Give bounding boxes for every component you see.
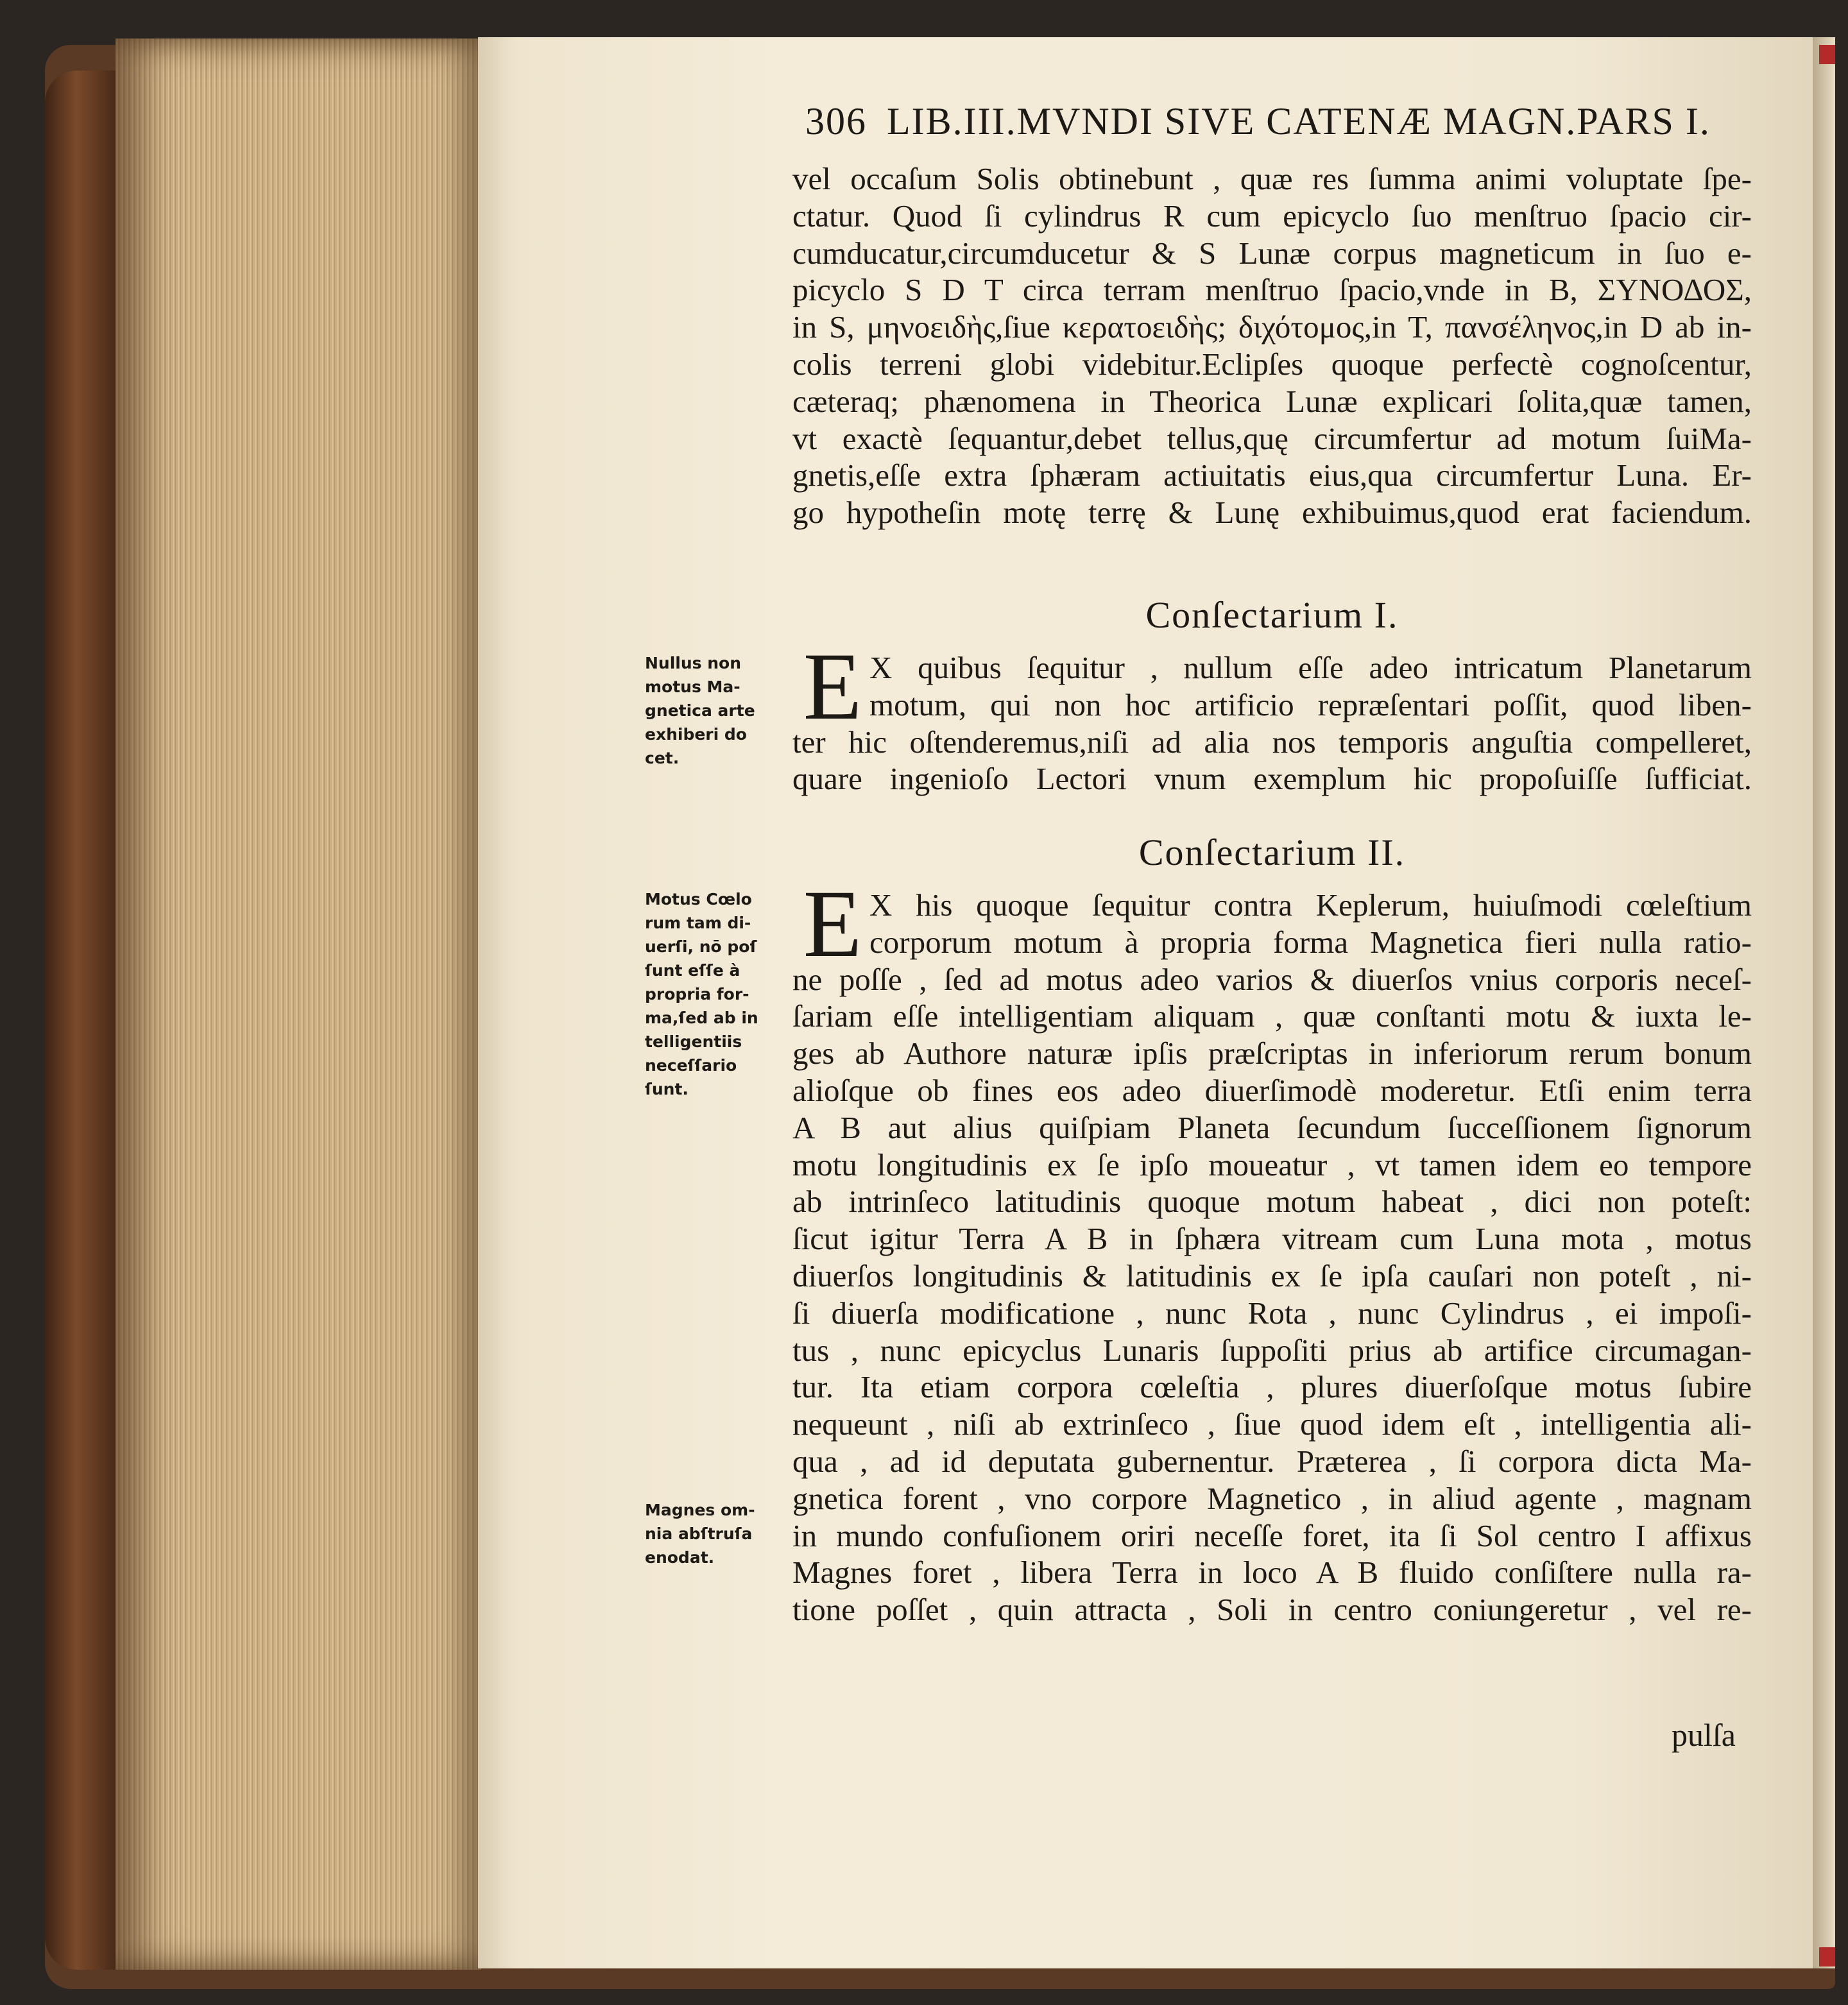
text-line: tione poſſet , quin attracta , Soli in centro coniungeretur , vel re- (792, 1592, 1752, 1628)
text-line: ges ab Authore naturæ ipſis præſcriptas in inferiorum rerum bonum (792, 1036, 1752, 1071)
catchword: pulſa (1672, 1717, 1736, 1753)
margin-note-1 (645, 651, 773, 770)
text-line: in S, μηνοειδὴς,ſiue κερατοειδὴς; διχότομος,in T, πανσέληνος,in D ab in- (792, 309, 1752, 345)
ribbon-marker-top (1819, 45, 1835, 64)
margin-note-line: ſunt. (645, 1080, 689, 1098)
text-line: gnetis,eſſe extra ſphæram actiuitatis eius,qua circumfertur Luna. Er- (792, 457, 1752, 493)
text-line: quare ingenioſo Lectori vnum exemplum hic propoſuiſſe ſufficiat. (792, 761, 1752, 797)
paragraph-1 (792, 160, 1752, 531)
ribbon-marker-bottom (1819, 1947, 1835, 1967)
text-line: corporum motum à propria forma Magnetica fieri nulla ratio- (869, 924, 1752, 960)
margin-note-line: Motus Cœlo (645, 890, 752, 909)
corollary-1-text (792, 633, 1752, 798)
margin-note-line: Nullus non (645, 654, 742, 672)
margin-note-line: exhiberi do (645, 725, 747, 744)
text-line: tus , nunc epicyclus Lunaris ſuppoſiti prius ab artifice circumagan- (792, 1332, 1752, 1368)
running-head-title: LIB.III.MVNDI SIVE CATENÆ MAGN.PARS I. (887, 100, 1711, 142)
margin-note-line: nia abſtruſa (645, 1524, 753, 1543)
text-line: ne poſſe , ſed ad motus adeo varios & diuerſos vnius corporis neceſ- (792, 961, 1752, 997)
text-line: nequeunt , niſi ab extrinſeco , ſiue quod idem eſt , intelligentia ali- (792, 1406, 1752, 1442)
text-line: picyclo S D T circa terram menſtruo ſpacio,vnde in B, ΣΥΝΟΔΟΣ, (792, 272, 1752, 308)
text-line: colis terreni globi videbitur.Eclipſes quoque perfectè cognoſcentur, (792, 346, 1752, 382)
corollary-1-heading: Conſectarium I. (1145, 594, 1399, 636)
text-line: ctatur. Quod ſi cylindrus R cum epicyclo ſuo menſtruo ſpacio cir- (792, 198, 1752, 234)
text-line: cumducatur,circumducetur & S Lunæ corpus magneticum in ſuo e- (792, 235, 1752, 271)
margin-note-2 (645, 887, 773, 1101)
margin-note-line: ma,ſed ab in (645, 1009, 758, 1027)
text-line: diuerſos longitudinis & latitudinis ex ſe ipſa cauſari non poteſt , ni- (792, 1258, 1752, 1293)
margin-note-line: cet. (645, 749, 680, 767)
margin-note-line: telligentiis (645, 1032, 742, 1051)
facing-page-edge (1813, 37, 1835, 1968)
text-line: gnetica forent , vno corpore Magnetico , in aliud agente , magnam (792, 1480, 1752, 1516)
margin-note-line: motus Ma- (645, 678, 740, 696)
margin-note-line: enodat. (645, 1548, 715, 1567)
page-number: 306 (805, 100, 867, 142)
margin-note-line: Magnes om- (645, 1501, 755, 1519)
text-line: alioſque ob fines eos adeo diuerſimodè moderetur. Etſi enim terra (792, 1072, 1752, 1108)
drop-cap-1: E (803, 633, 862, 740)
text-line: motum, qui non hoc artificio repræſentari poſſit, quod liben- (869, 687, 1752, 722)
page-edges (116, 38, 481, 1970)
text-line: vel occaſum Solis obtinebunt , quæ res ſumma animi voluptate ſpe- (792, 161, 1752, 196)
text-line: Magnes foret , libera Terra in loco A B fluido conſiſtere nulla ra- (792, 1555, 1752, 1591)
corollary-2-heading: Conſectarium II. (1138, 832, 1406, 873)
corollary-2-text (792, 871, 1752, 1628)
text-line: ab intrinſeco latitudinis quoque motum habeat , dici non poteſt: (792, 1184, 1752, 1220)
text-line: ſicut igitur Terra A B in ſphæra vitream cum Luna mota , motus (792, 1221, 1752, 1257)
text-line: go hypotheſin motę terrę & Lunę exhibuimus,quod erat faciendum. (792, 495, 1752, 531)
margin-note-3 (645, 1498, 773, 1569)
margin-note-line: propria for- (645, 985, 749, 1003)
text-line: X his quoque ſequitur contra Keplerum, huiuſmodi cœleſtium (869, 887, 1752, 923)
text-line: cæteraq; phænomena in Theorica Lunæ explicari ſolita,quæ tamen, (792, 383, 1752, 419)
text-line: qua , ad id deputata gubernentur. Præterea , ſi corpora dicta Ma- (792, 1443, 1752, 1479)
margin-note-line: neceſſario (645, 1056, 737, 1075)
margin-note-line: ſunt eſſe à (645, 961, 740, 980)
text-line: A B aut alius quiſpiam Planeta ſecundum ſucceſſionem ſignorum (792, 1109, 1752, 1145)
running-head (805, 99, 1723, 151)
text-line: ſariam eſſe intelligentiam aliquam , quæ conſtanti motu & iuxta le- (792, 998, 1752, 1034)
text-line: in mundo confuſionem oriri neceſſe foret, ita ſi Sol centro I affixus (792, 1517, 1752, 1553)
book-spine (45, 71, 116, 1970)
margin-note-line: rum tam di- (645, 914, 751, 932)
text-line: ter hic oſtenderemus,niſi ad alia nos temporis anguſtia compelleret, (792, 724, 1752, 760)
text-line: tur. Ita etiam corpora cœleſtia , plures diuerſoſque motus ſubire (792, 1369, 1752, 1405)
text-line: ſi diuerſa modificatione , nunc Rota , nunc Cylindrus , ei impoſi- (792, 1295, 1752, 1331)
text-line: motu longitudinis ex ſe ipſo moueatur , vt tamen idem eo tempore (792, 1147, 1752, 1182)
drop-cap-2: E (803, 871, 862, 977)
margin-note-line: gnetica arte (645, 701, 755, 720)
text-line: vt exactè ſequantur,debet tellus,quę circumfertur ad motum ſuiMa- (792, 420, 1752, 456)
margin-note-line: uerſi, nō poſ (645, 937, 757, 956)
text-line: X quibus ſequitur , nullum eſſe adeo intricatum Planetarum (869, 650, 1752, 685)
